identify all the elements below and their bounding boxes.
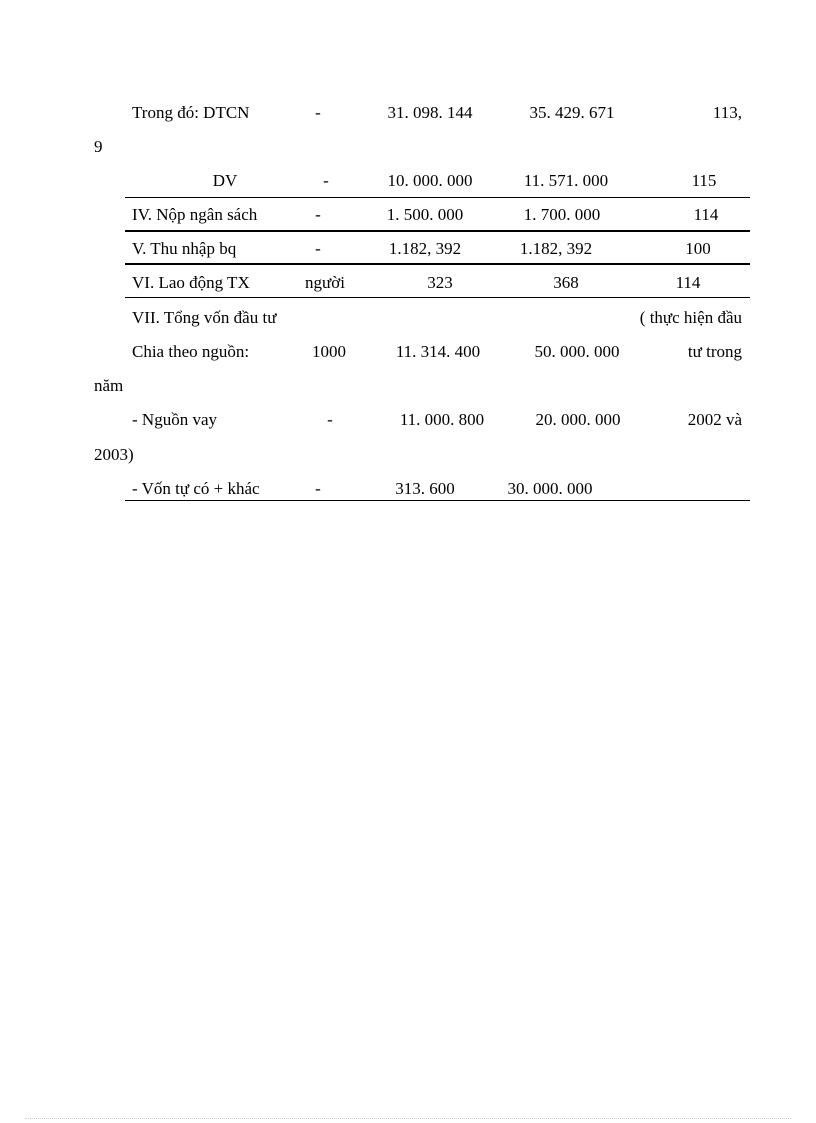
row-value2-lao-dong: 368 [553, 273, 579, 292]
row-percent-wrap-dtcn: 9 [94, 137, 103, 156]
row-percent-thu-nhap: 100 [685, 239, 711, 258]
row-note-wrap-chia-theo-nguon: năm [94, 376, 124, 395]
row-value1-chia-theo-nguon: 11. 314. 400 [395, 342, 481, 361]
row-value1-von-tu-co: 313. 600 [395, 479, 455, 498]
row-note-wrap-nguon-vay: 2003) [94, 445, 134, 464]
row-value2-chia-theo-nguon: 50. 000. 000 [534, 342, 620, 361]
row-value1-dv: 10. 000. 000 [387, 171, 473, 190]
page-bottom-divider [25, 1118, 791, 1119]
row-value1-nop-ngan-sach: 1. 500. 000 [386, 205, 464, 224]
table-rule [125, 500, 750, 501]
row-unit-von-tu-co: - [315, 479, 321, 498]
row-percent-dv: 115 [691, 171, 717, 190]
row-value1-nguon-vay: 11. 000. 800 [399, 410, 485, 429]
row-unit-thu-nhap: - [315, 239, 321, 258]
row-label-nop-ngan-sach: IV. Nộp ngân sách [132, 205, 258, 224]
table-rule [125, 263, 750, 265]
row-unit-nguon-vay: - [327, 410, 333, 429]
row-note-tong-von: ( thực hiện đầu [639, 308, 742, 327]
row-unit-lao-dong: người [305, 273, 345, 292]
row-label-nguon-vay: - Nguồn vay [132, 410, 217, 429]
table-rule [125, 230, 750, 232]
row-label-chia-theo-nguon: Chia theo nguồn: [132, 342, 250, 361]
row-label-lao-dong: VI. Lao động TX [132, 273, 250, 292]
row-unit-dv: - [323, 171, 329, 190]
row-percent-nop-ngan-sach: 114 [693, 205, 719, 224]
row-value1-lao-dong: 323 [427, 273, 453, 292]
row-note-nguon-vay: 2002 và [687, 410, 742, 429]
row-value1-thu-nhap: 1.182, 392 [388, 239, 462, 258]
row-unit-nop-ngan-sach: - [315, 205, 321, 224]
row-label-dv: DV [212, 171, 238, 190]
row-value2-thu-nhap: 1.182, 392 [519, 239, 593, 258]
row-percent-lao-dong: 114 [675, 273, 701, 292]
row-value2-dtcn: 35. 429. 671 [529, 103, 615, 122]
row-label-dtcn: Trong đó: DTCN [132, 103, 250, 122]
row-value2-nop-ngan-sach: 1. 700. 000 [523, 205, 601, 224]
table-rule [125, 297, 750, 298]
row-value2-dv: 11. 571. 000 [523, 171, 609, 190]
row-label-tong-von: VII. Tổng vốn đầu tư [132, 308, 277, 327]
row-unit-chia-theo-nguon: 1000 [312, 342, 346, 361]
row-label-thu-nhap: V. Thu nhập bq [132, 239, 237, 258]
row-value1-dtcn: 31. 098. 144 [387, 103, 473, 122]
row-percent-dtcn: 113, [712, 103, 742, 122]
table-rule [125, 197, 750, 198]
row-value2-von-tu-co: 30. 000. 000 [507, 479, 593, 498]
row-value2-nguon-vay: 20. 000. 000 [535, 410, 621, 429]
row-label-von-tu-co: - Vốn tự có + khác [132, 479, 260, 498]
row-note-chia-theo-nguon: tư trong [687, 342, 742, 361]
row-unit-dtcn: - [315, 103, 321, 122]
